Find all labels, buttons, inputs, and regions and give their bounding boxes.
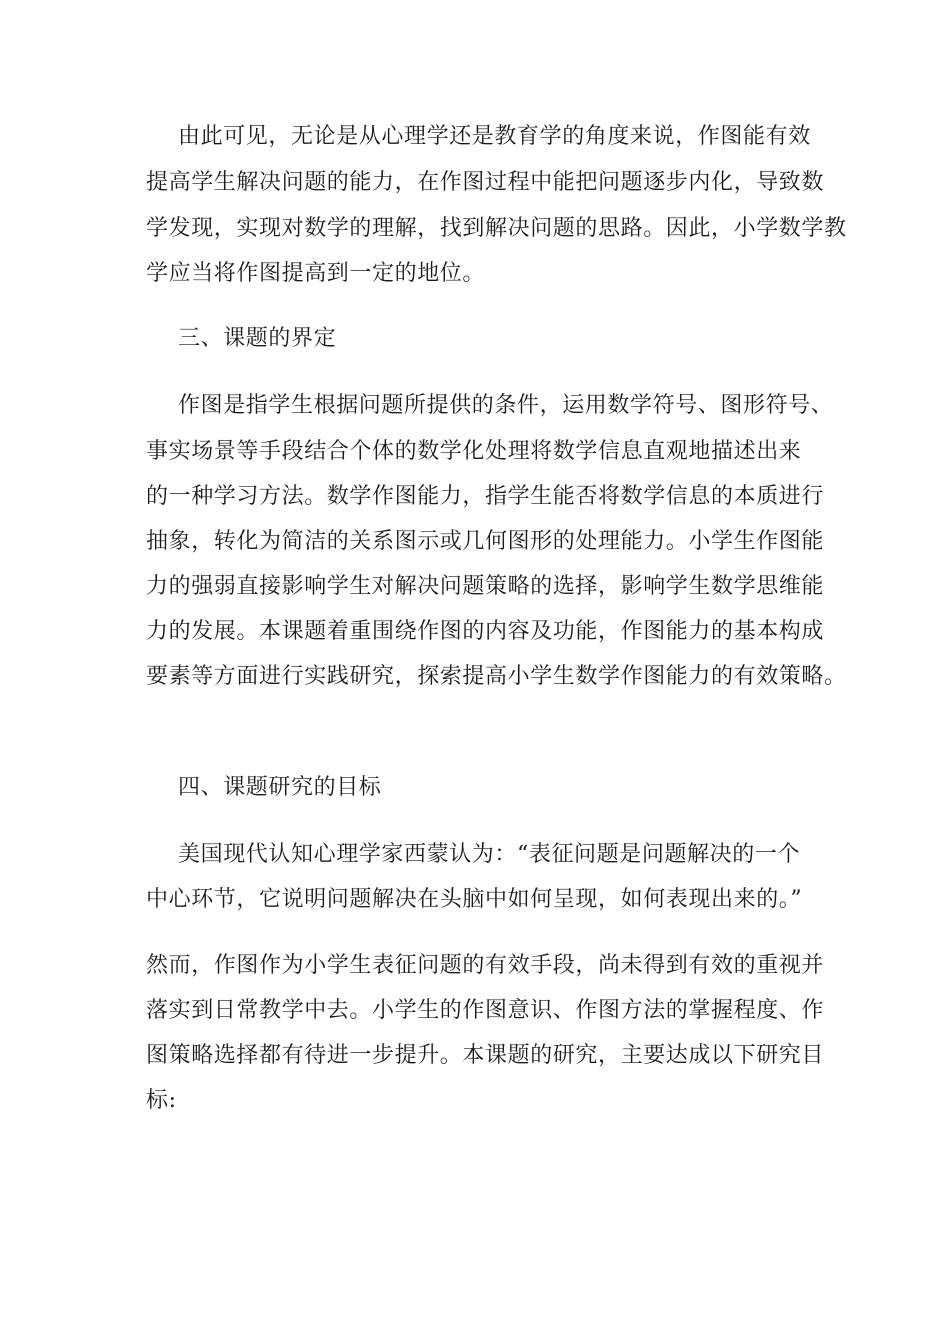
paragraph-2-line-2: 事实场景等手段结合个体的数学化处理将数学信息直观地描述出来 (146, 439, 802, 464)
paragraph-1-line-4: 学应当将作图提高到一定的地位。 (146, 261, 486, 286)
section-heading-3: 三、课题的界定 (178, 326, 337, 351)
paragraph-3-line-2: 中心环节，它说明问题解决在头脑中如何呈现，如何表现出来的。” (146, 887, 803, 912)
paragraph-4-line-3: 图策略选择都有待进一步提升。本课题的研究，主要达成以下研究目 (146, 1043, 825, 1068)
paragraph-4-line-1: 然而，作图作为小学生表征问题的有效手段，尚未得到有效的重视并 (146, 953, 825, 978)
paragraph-1-line-2: 提高学生解决问题的能力，在作图过程中能把问题逐步内化，导致数 (146, 170, 825, 195)
paragraph-4-line-4: 标: (146, 1088, 177, 1113)
paragraph-2-line-5: 力的强弱直接影响学生对解决问题策略的选择，影响学生数学思维能 (146, 574, 825, 599)
paragraph-1-line-3: 学发现，实现对数学的理解，找到解决问题的思路。因此，小学数学教 (146, 216, 847, 241)
paragraph-1-line-1: 由此可见，无论是从心理学还是教育学的角度来说，作图能有效 (178, 124, 811, 149)
paragraph-2-line-7: 要素等方面进行实践研究，探索提高小学生数学作图能力的有效策略。 (146, 664, 847, 689)
paragraph-3-line-1: 美国现代认知心理学家西蒙认为：“表征问题是问题解决的一个 (178, 842, 801, 867)
paragraph-2-line-3: 的一种学习方法。数学作图能力，指学生能否将数学信息的本质进行 (146, 484, 825, 509)
paragraph-2-line-6: 力的发展。本课题着重围绕作图的内容及功能，作图能力的基本构成 (146, 619, 825, 644)
section-heading-4: 四、课题研究的目标 (178, 775, 382, 800)
paragraph-2-line-4: 抽象，转化为简洁的关系图示或几何图形的处理能力。小学生作图能 (146, 529, 825, 554)
paragraph-2-line-1: 作图是指学生根据问题所提供的条件，运用数学符号、图形符号、 (178, 393, 834, 418)
paragraph-4-line-2: 落实到日常教学中去。小学生的作图意识、作图方法的掌握程度、作 (146, 998, 825, 1023)
